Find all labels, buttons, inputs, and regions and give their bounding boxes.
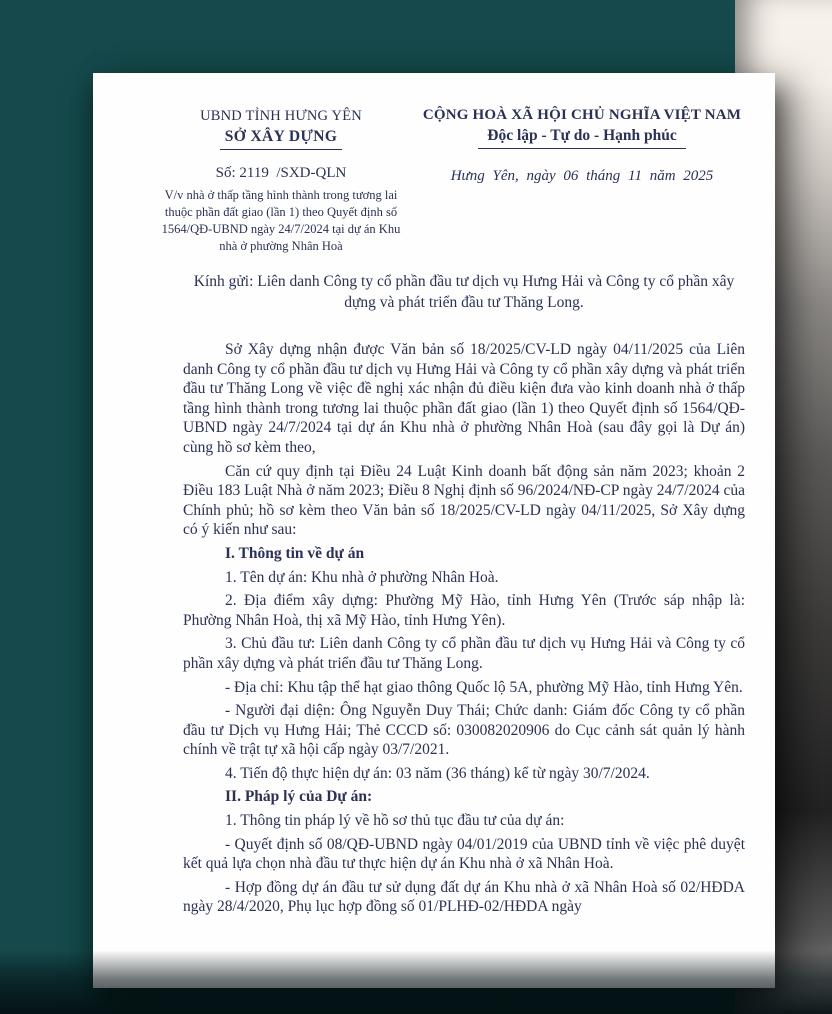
paragraph-opening: Sở Xây dựng nhận được Văn bản số 18/2025/CV-LD ngày 04/11/2025 của Liên danh Công ty cổ phần đầu tư dịch vụ Hưng Hải và Công ty cổ phần xây dựng và phát triển đầu tư Thăng Long về việc đề nghị xác nhận đủ điều kiện đưa vào kinh doanh nhà ở thấp tầng hình thành trong tương lai thuộc phần đất giao (lần 1) theo Quyết định số 1564/QĐ-UBND ngày 24/7/2024 tại dự án Khu nhà ở phường Nhân Hoà (sau đây gọi là Dự án) cùng hồ sơ kèm theo, [183,341,745,456]
document-page [93,73,775,988]
place-date-line: Hưng Yên, ngày 06 tháng 11 năm 2025 [450,168,714,184]
issuer-parent-name: UBND TỈNH HƯNG YÊN [200,108,362,124]
paragraph-legal-basis: Căn cứ quy định tại Điều 24 Luật Kinh doanh bất động sản năm 2023; khoản 2 Điều 183 Luật Nhà ở năm 2023; Điều 8 Nghị định số 96/2024/NĐ-CP ngày 24/7/2024 của Chính phủ; hồ sơ kèm theo Văn bản số 18/2025/CV-LD ngày 04/11/2025, Sở Xây dựng có ý kiến như sau: [183,462,745,539]
paragraph-representative: - Người đại diện: Ông Nguyễn Duy Thái; Chức danh: Giám đốc Công ty cổ phần đầu tư Dịch vụ Hưng Hải; Thẻ CCCD số: 030082020906 do Cục cảnh sát quản lý hành chính về trật tự xã hội cấp ngày 03/7/2021. [183,702,745,759]
recipient-block: Kính gửi: Liên danh Công ty cổ phần đầu tư dịch vụ Hưng Hải và Công ty cổ phần xây dựng và phát triển đầu tư Thăng Long. [193,273,735,311]
paragraph-investor: 3. Chủ đầu tư: Liên danh Công ty cổ phần đầu tư dịch vụ Hưng Hải và Công ty cổ phần xây dựng và phát triển đầu tư Thăng Long. [183,635,745,672]
document-number: Số: 2119 /SXD-QLN [215,165,347,181]
photo-bottom-shadow [0,950,832,1014]
document-header [93,73,775,255]
national-motto-underlined: Độc lập - Tự do - Hạnh phúc [478,127,685,149]
section-heading-project-info: I. Thông tin về dự án [225,544,365,562]
section-heading-legal: II. Pháp lý của Dự án: [225,788,373,806]
issuer-name-underlined: SỞ XÂY DỰNG [220,128,343,150]
issuer-block [147,107,415,255]
paragraph-project-location: 2. Địa điểm xây dựng: Phường Mỹ Hào, tỉnh Hưng Yên (Trước sáp nhập là: Phường Nhân Hoà, thị xã Mỹ Hào, tỉnh Hưng Yên). [183,592,745,629]
issuer-name [147,128,415,150]
paragraph-investor-address: - Địa chỉ: Khu tập thể hạt giao thông Quốc lộ 5A, phường Mỹ Hào, tỉnh Hưng Yên. [225,678,743,696]
paragraph-land-contract: - Hợp đồng dự án đầu tư sử dụng đất dự án Khu nhà ở xã Nhân Hoà số 02/HĐDA ngày 28/4/2020, Phụ lục hợp đồng số 01/PLHĐ-02/HĐDA ngày [183,878,745,916]
national-header-block [415,107,749,255]
paragraph-schedule: 4. Tiến độ thực hiện dự án: 03 năm (36 tháng) kể từ ngày 30/7/2024. [225,764,650,782]
national-motto-line1: CỘNG HOÀ XÃ HỘI CHỦ NGHĨA VIỆT NAM [422,107,742,123]
national-motto-line2 [415,127,749,149]
paragraph-decision-08: - Quyết định số 08/QĐ-UBND ngày 04/01/2019 của UBND tỉnh về việc phê duyệt kết quả lựa chọn nhà đầu tư thực hiện dự án Khu nhà ở xã Nhân Hoà. [183,835,745,873]
document-body [93,272,775,917]
paragraph-project-name: 1. Tên dự án: Khu nhà ở phường Nhân Hoà. [225,568,499,586]
document-subject: V/v nhà ở thấp tầng hình thành trong tương lai thuộc phần đất giao (lần 1) theo Quyết định số 1564/QĐ-UBND ngày 24/7/2024 tại dự án Khu nhà ở phường Nhân Hoà [161,188,401,253]
paragraph-legal-info-intro: 1. Thông tin pháp lý về hồ sơ thủ tục đầu tư của dự án: [225,812,565,830]
